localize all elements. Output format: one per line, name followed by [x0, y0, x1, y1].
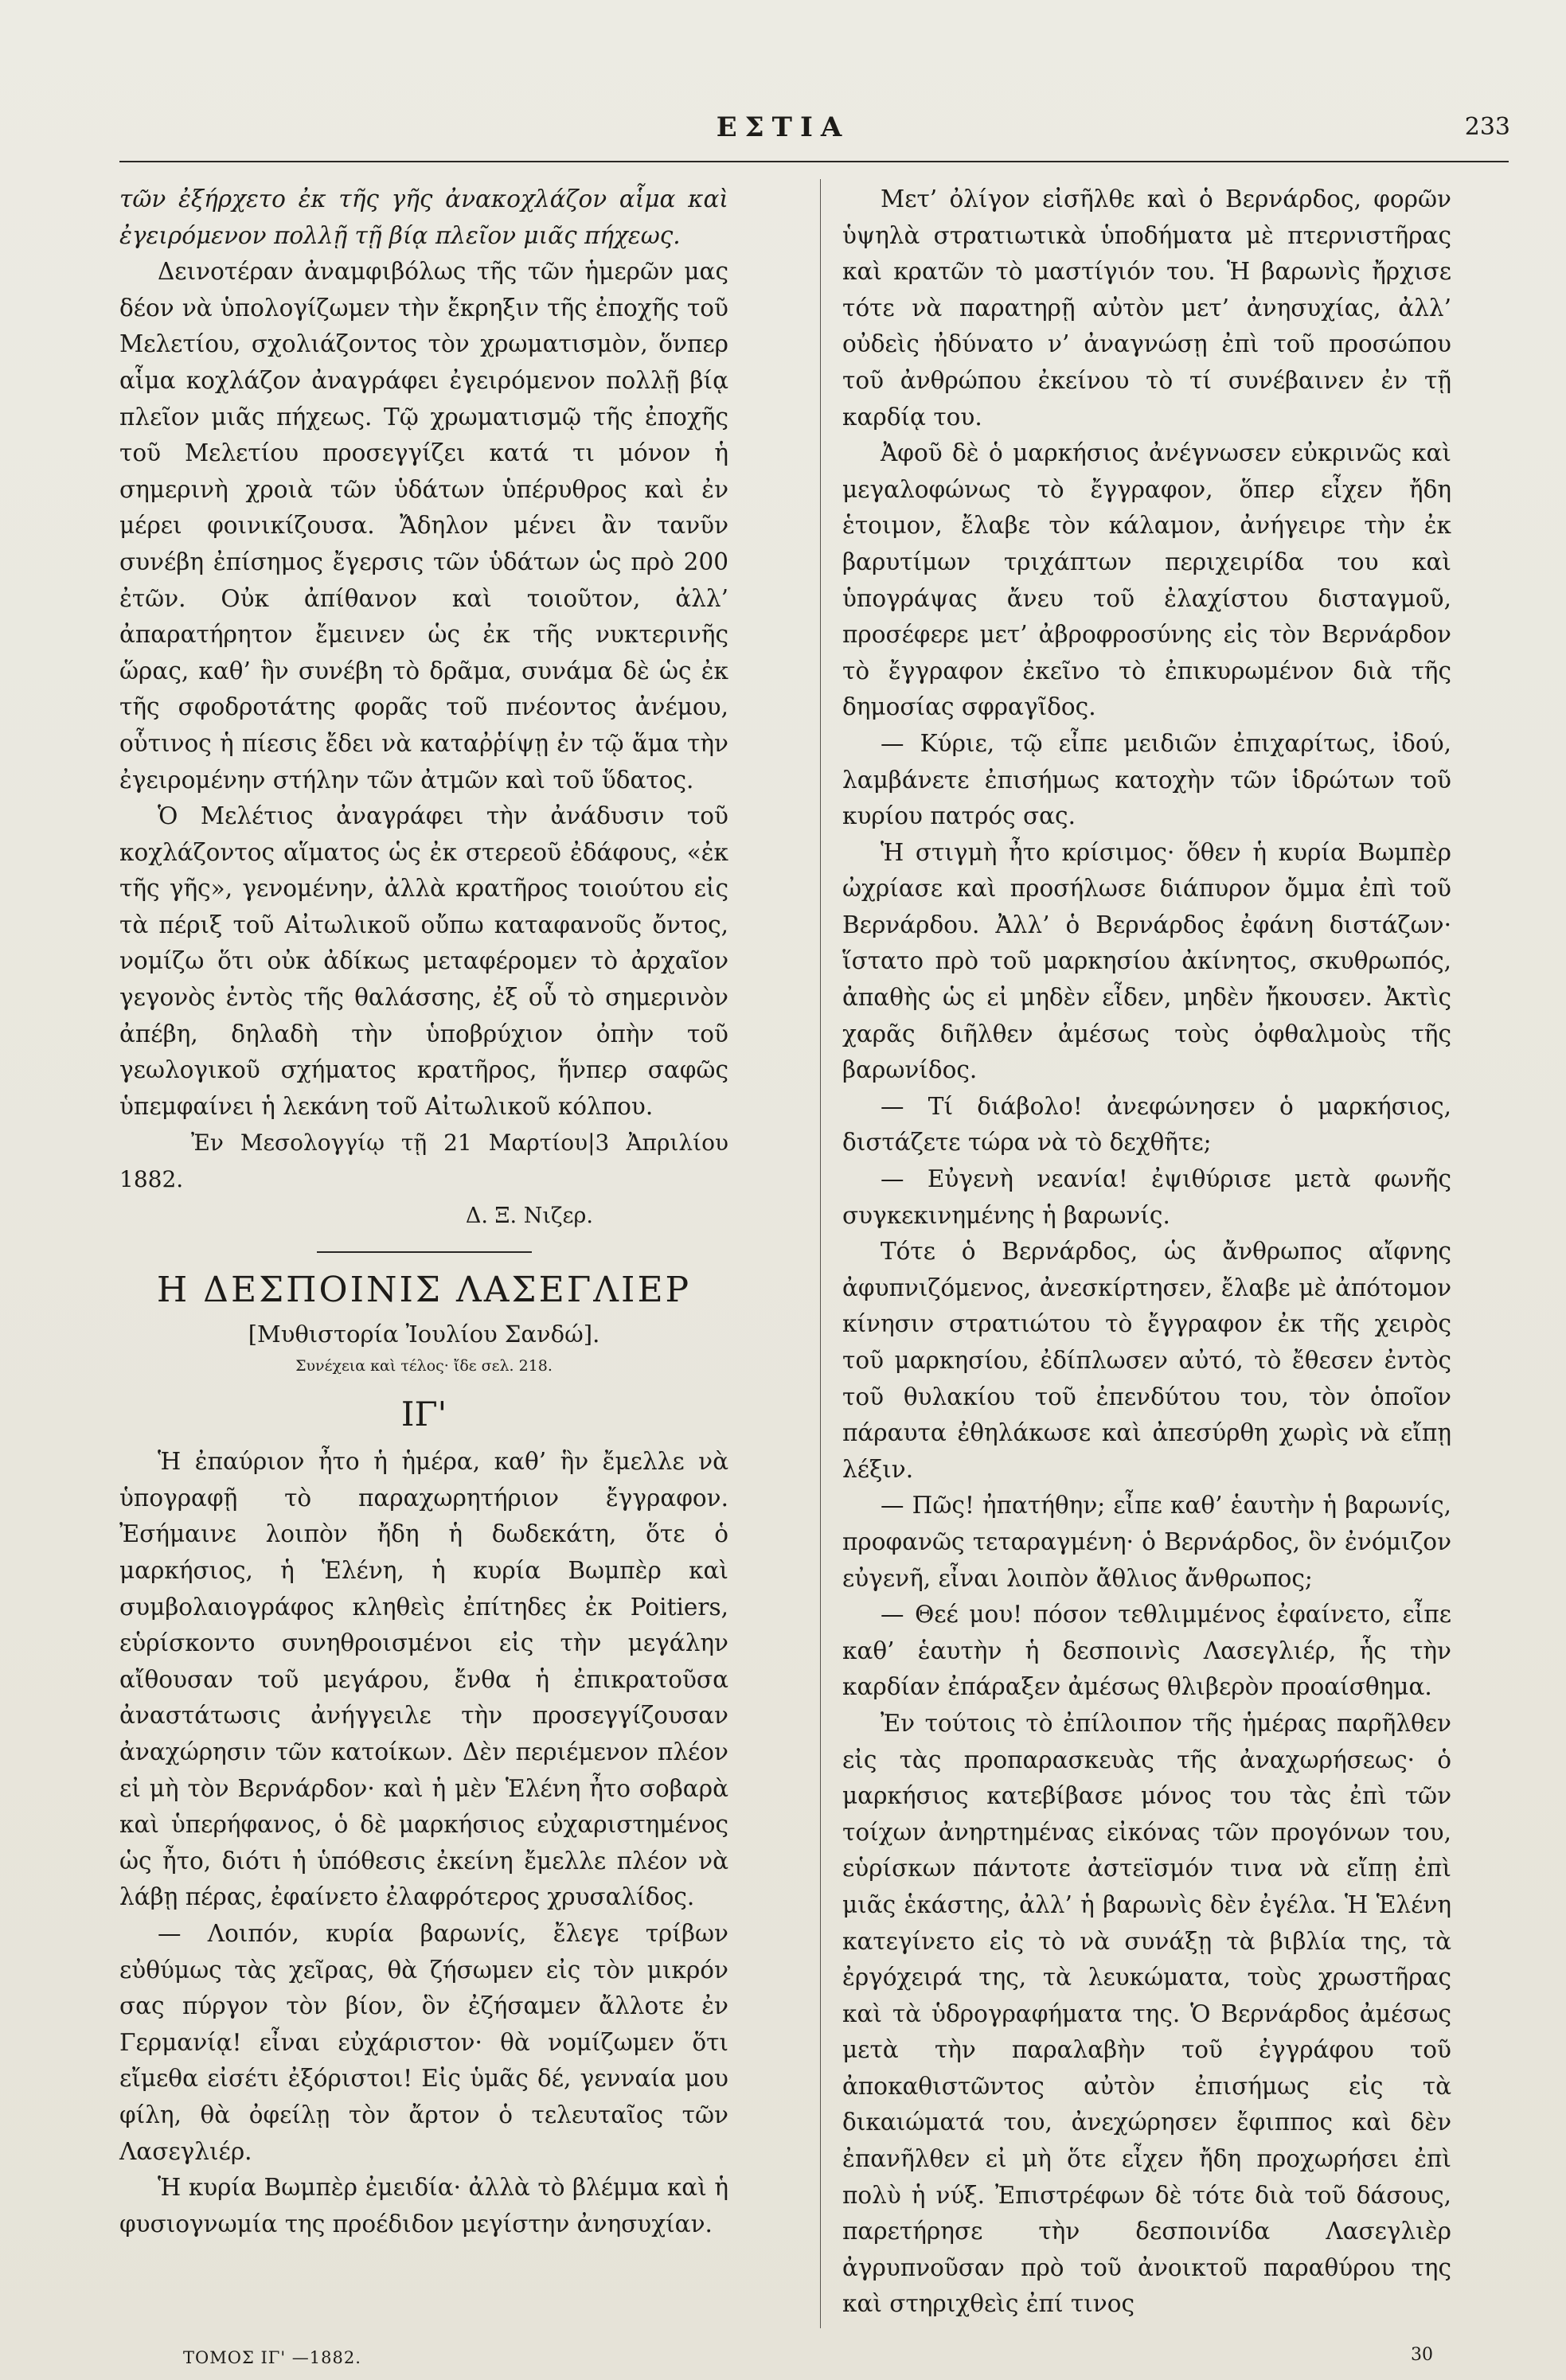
article-paragraph: Ὁ Μελέτιος ἀναγράφει τὴν ἀνάδυσιν τοῦ κοχλάζοντος αἵματος ὡς ἐκ στερεοῦ ἐδάφους, «ἐκ τῆς γῆς», γενομένην, ἀλλὰ κρατῆρος τοιούτου εἰς τὰ πέριξ τοῦ Αἰτωλικοῦ οὔπω καταφανοῦς ὄντος, νομίζω ὅτι οὐκ ἀδίκως μεταφέρομεν τὸ ἀρχαῖον γεγονὸς ἐντὸς τῆς θαλάσσης, ἐξ οὗ τὸ σημερινὸν ἀπέβη, δηλαδὴ τὴν ὑποβρύχιον ὀπὴν τοῦ γεωλογικοῦ σχήματος κρατῆρος, ἥνπερ σαφῶς ὑπεμφαίνει ἡ λεκάνη τοῦ Αἰτωλικοῦ κόλπου.: [119, 802, 728, 1120]
novel-paragraph: Ἡ ἐπαύριον ἦτο ἡ ἡμέρα, καθ’ ἣν ἔμελλε νὰ ὑπογραφῇ τὸ παραχωρητήριον ἔγγραφον. Ἐσήμαινε λοιπὸν ἤδη ἡ δωδεκάτη, ὅτε ὁ μαρκήσιος, ἡ Ἑλένη, ἡ κυρία Βωμπὲρ καὶ συμβολαιογράφος κληθεὶς ἐπίτηδες ἐκ Poitiers, εὑρίσκοντο συνηθροισμένοι εἰς τὴν μεγάλην αἴθουσαν τοῦ μεγάρου, ἔνθα ἡ ἐπικρατοῦσα ἀναστάτωσις ἀνήγγειλε τὴν προσεγγίζουσαν ἀναχώρησιν τῶν κατοίκων. Δὲν περιέμενον πλέον εἰ μὴ τὸν Βερνάρδον· καὶ ἡ μὲν Ἑλένη ἦτο σοβαρὰ καὶ ὑπερήφανος, ὁ δὲ μαρκήσιος εὐχαριστημένος ὡς ἦτο, διότι ἡ ὑπόθεσις ἐκείνη ἔμελλε πλέον νὰ λάβῃ πέρας, ἐφαίνετο ἐλαφρότερος χρυσαλίδος.: [119, 1448, 728, 1911]
novel-paragraph: Ἡ στιγμὴ ἦτο κρίσιμος· ὅθεν ἡ κυρία Βωμπὲρ ὠχρίασε καὶ προσήλωσε διάπυρον ὄμμα ἐπὶ τοῦ Βερνάρδου. Ἀλλ’ ὁ Βερνάρδος ἐφάνη διστάζων· ἵστατο πρὸ τοῦ μαρκησίου ἀκίνητος, σκυθρωπός, ἀπαθὴς ὡς εἰ μηδὲν εἶδεν, μηδὲν ἤκουσεν. Ἀκτὶς χαρᾶς διῆλθεν ἀμέσως τοὺς ὀφθαλμοὺς τῆς βαρωνίδος.: [842, 838, 1451, 1084]
novel-paragraph: — Θεέ μου! πόσον τεθλιμμένος ἐφαίνετο, εἶπε καθ’ ἑαυτὴν ἡ δεσποινὶς Λασεγλιέρ, ἧς τὴν καρδίαν ἐπάραξεν ἀμέσως θλιβερὸν προαίσθημα.: [842, 1601, 1451, 1701]
right-column: [842, 181, 1451, 2323]
volume-label: ΤΟΜΟΣ ΙΓ' —1882.: [183, 2348, 361, 2367]
article-paragraph: Δεινοτέραν ἀναμφιβόλως τῆς τῶν ἡμερῶν μας δέον νὰ ὑπολογίζωμεν τὴν ἔκρηξιν τῆς ἐποχῆς τοῦ Μελετίου, σχολιάζοντος τὸν χρωματισμὸν, ὅνπερ αἷμα κοχλάζον ἀναγράφει ἐγειρόμενον πολλῇ βίᾳ πλεῖον μιᾶς πήχεως. Τῷ χρωματισμῷ τῆς ἐποχῆς τοῦ Μελετίου προσεγγίζει κατά τι μόνον ἡ σημερινὴ χροιὰ τῶν ὑδάτων ὑπέρυθρος καὶ ἐν μέρει φοινικίζουσα. Ἄδηλον μένει ἂν τανῦν συνέβη ἐπίσημος ἔγερσις τῶν ὑδάτων ὡς πρὸ 200 ἐτῶν. Οὐκ ἀπίθανον καὶ τοιοῦτον, ἀλλ’ ἀπαρατήρητον ἔμεινεν ὡς ἐκ τῆς νυκτερινῆς ὥρας, καθ’ ἣν συνέβη τὸ δρᾶμα, συνάμα δὲ ὡς ἐκ τῆς σφοδροτάτης φορᾶς τοῦ πνέοντος ἀνέμου, οὗτινος ἡ πίεσις ἔδει νὰ καταῤῥίψῃ ἐν τῷ ἅμα τὴν ἐγειρομένην στήλην τῶν ἀτμῶν καὶ τοῦ ὕδατος.: [119, 258, 728, 794]
novel-paragraph: — Κύριε, τῷ εἶπε μειδιῶν ἐπιχαρίτως, ἰδού, λαμβάνετε ἐπισήμως κατοχὴν τῶν ἱδρώτων τοῦ κυρίου πατρός σας.: [842, 729, 1451, 830]
article-signature: Δ. Ξ. Νιζερ.: [465, 1203, 593, 1228]
novel-paragraph: — Εὐγενὴ νεανία! ἐψιθύρισε μετὰ φωνῆς συγκεκινημένης ἡ βαρωνίς.: [842, 1165, 1451, 1229]
novel-subtitle: [Μυθιστορία Ἰουλίου Σανδώ].: [248, 1321, 600, 1348]
printer-signature-mark: 30: [1411, 2345, 1433, 2365]
novel-paragraph: Ἡ κυρία Βωμπὲρ ἐμειδία· ἀλλὰ τὸ βλέμμα καὶ ἡ φυσιογνωμία της προέδιδον μεγίστην ἀνησυχίαν.: [119, 2174, 728, 2238]
novel-title: Η ΔΕΣΠΟΙΝΙΣ ΛΑΣΕΓΛΙΕΡ: [156, 1270, 692, 1311]
novel-paragraph: Τότε ὁ Βερνάρδος, ὡς ἄνθρωπος αἴφνης ἀφυπνιζόμενος, ἀνεσκίρτησεν, ἔλαβε μὲ ἀπότομον κίνησιν στρατιώτου τὸ ἔγγραφον ἐκ τῆς χειρὸς τοῦ μαρκησίου, ἐδίπλωσεν αὐτό, τὸ ἔθεσεν ἐντὸς τοῦ θυλακίου τοῦ ἐπενδύτου του, τὸν ὁποῖον πάραυτα ἐθηλάκωσε καὶ ἀπεσύρθη χωρὶς νὰ εἴπῃ λέξιν.: [842, 1238, 1451, 1483]
page-number: 233: [1464, 113, 1510, 141]
novel-paragraph: — Λοιπόν, κυρία βαρωνίς, ἔλεγε τρίβων εὐθύμως τὰς χεῖρας, θὰ ζήσωμεν εἰς τὸν μικρόν σας πύργον τὸν βίον, ὃν ἐζήσαμεν ἄλλοτε ἐν Γερμανίᾳ! εἶναι εὐχάριστον· θὰ νομίζωμεν ὅτι εἴμεθα εἰσέτι ἐξόριστοι! Εἰς ὑμᾶς δέ, γενναία μου φίλη, θὰ ὀφείλῃ τὸν ἄρτον ὁ τελευταῖος τῶν Λασεγλιέρ.: [119, 1919, 728, 2165]
continuation-note: Συνέχεια καὶ τέλος· ἴδε σελ. 218.: [295, 1357, 553, 1375]
novel-paragraph: Μετ’ ὀλίγον εἰσῆλθε καὶ ὁ Βερνάρδος, φορῶν ὑψηλὰ στρατιωτικὰ ὑποδήματα μὲ πτερνιστῆρας καὶ κρατῶν τὸ μαστίγιόν του. Ἡ βαρωνὶς ἤρχισε τότε νὰ παρατηρῇ αὐτὸν μετ’ ἀνησυχίας, ἀλλ’ οὐδεὶς ἠδύνατο ν’ ἀναγνώσῃ ἐπὶ τοῦ προσώπου τοῦ ἀνθρώπου ἐκείνου τὸ τί συνέβαινεν ἐν τῇ καρδίᾳ του.: [842, 185, 1451, 431]
left-column: [119, 181, 728, 2242]
novel-paragraph: — Τί διάβολο! ἀνεφώνησεν ὁ μαρκήσιος, διστάζετε τώρα νὰ τὸ δεχθῆτε;: [842, 1092, 1451, 1157]
novel-paragraph: Ἀφοῦ δὲ ὁ μαρκήσιος ἀνέγνωσεν εὐκρινῶς καὶ μεγαλοφώνως τὸ ἔγγραφον, ὅπερ εἶχεν ἤδη ἑτοιμον, ἔλαβε τὸν κάλαμον, ἀνήγειρε τὴν ἐκ βαρυτίμων τριχάπτων περιχειρίδα του καὶ ὑπογράψας ἄνευ τοῦ ἐλαχίστου δισταγμοῦ, προσέφερε μετ’ ἀβροφροσύνης εἰς τὸν Βερνάρδον τὸ ἔγγραφον ἐκεῖνο τὸ ἐπικυρωμένον διὰ τῆς δημοσίας σφραγῖδος.: [842, 439, 1451, 721]
column-divider: [820, 179, 821, 2328]
running-title: ΕΣΤΙΑ: [716, 111, 850, 143]
header-rule: [119, 161, 1509, 162]
article-dateline: Ἐν Μεσολογγίῳ τῇ 21 Μαρτίου|3 Ἀπριλίου 1882.: [119, 1130, 728, 1193]
novel-paragraph: Ἐν τούτοις τὸ ἐπίλοιπον τῆς ἡμέρας παρῆλθεν εἰς τὰς προπαρασκευὰς τῆς ἀναχωρήσεως· ὁ μαρκήσιος κατεβίβασε μόνος του τὰς ἐπὶ τῶν τοίχων ἀνηρτημένας εἰκόνας τῶν προγόνων του, εὑρίσκων πάντοτε ἀστεϊσμόν τινα νὰ εἴπῃ ἐπὶ μιᾶς ἑκάστης, ἀλλ’ ἡ βαρωνὶς δὲν ἐγέλα. Ἡ Ἑλένη κατεγίνετο εἰς τὸ νὰ συνάξῃ τὰ βιβλία της, τὰ ἐργόχειρά της, τὰ λευκώματα, τοὺς χρωστῆρας καὶ τὰ ὑδρογραφήματα της. Ὁ Βερνάρδος ἀμέσως μετὰ τὴν παραλαβὴν τοῦ ἐγγράφου τοῦ ἀποκαθιστῶντος αὐτὸν ἐπισήμως εἰς τὰ δικαιώματά του, ἀνεχώρησεν ἔφιππος καὶ δὲν ἐπανῆλθεν εἰ μὴ ὅτε εἶχεν ἤδη προχωρήσει ἐπὶ πολὺ ἡ νύξ. Ἐπιστρέφων δὲ τότε διὰ τοῦ δάσους, παρετήρησε τὴν δεσποινίδα Λασεγλιὲρ ἀγρυπνοῦσαν πρὸ τοῦ ἀνοικτοῦ παραθύρου της καὶ στηριχθεὶς ἐπί τινος: [842, 1709, 1451, 2318]
intro-paragraph: τῶν ἐξήρχετο ἐκ τῆς γῆς ἀνακοχλάζον αἷμα καὶ ἐγειρόμενον πολλῇ τῇ βίᾳ πλεῖον μιᾶς πήχεως.: [119, 185, 728, 249]
section-divider: [317, 1251, 532, 1253]
novel-paragraph: — Πῶς! ἠπατήθην; εἶπε καθ’ ἑαυτὴν ἡ βαρωνίς, προφανῶς τεταραγμένη· ὁ Βερνάρδος, ὃν ἐνόμιζον εὐγενῆ, εἶναι λοιπὸν ἄθλιος ἄνθρωπος;: [842, 1492, 1451, 1592]
chapter-number: ΙΓ': [400, 1395, 447, 1434]
